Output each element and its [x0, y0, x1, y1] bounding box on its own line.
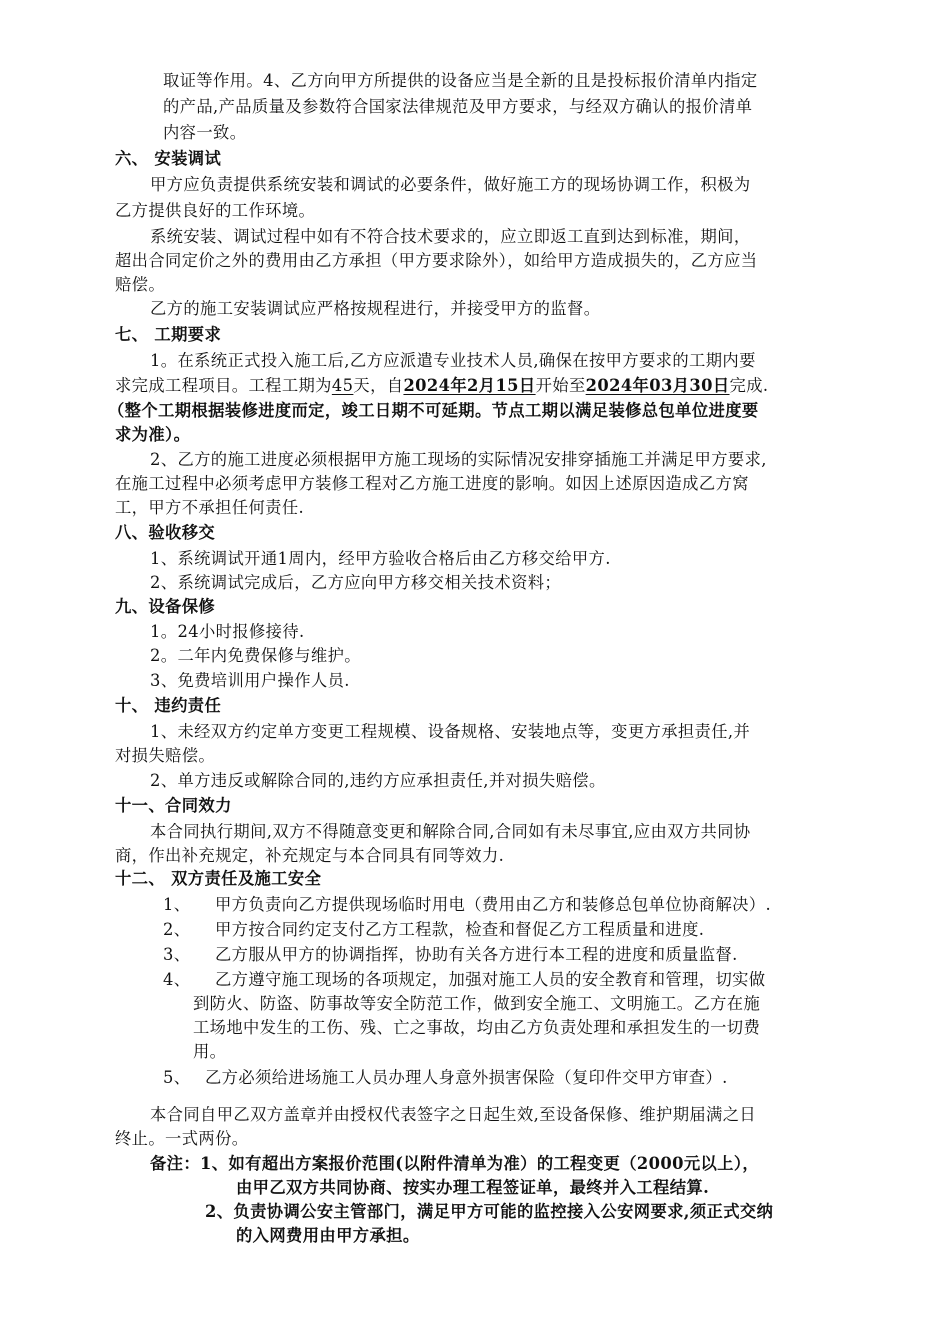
schedule-line — [115, 373, 768, 399]
para-line: 商，作出补充规定，补充规定与本合同具有同等效力. — [115, 846, 505, 865]
list-item-text: 到防火、防盗、防事故等安全防范工作，做到安全施工、文明施工。乙方在施 — [193, 994, 761, 1013]
para-line: 的产品,产品质量及参数符合国家法律规范及甲方要求，与经双方确认的报价清单 — [163, 97, 753, 116]
end-date: 2024年03月30日 — [585, 376, 730, 395]
para-line: 超出合同定价之外的费用由乙方承担（甲方要求除外），如给甲方造成损失的，乙方应当 — [115, 251, 758, 270]
para-line: 1。24小时报修接待. — [150, 622, 305, 641]
para-line: 2。二年内免费保修与维护。 — [150, 646, 361, 665]
section-heading-6: 六、 安装调试 — [115, 149, 222, 168]
emphasis-line: （整个工期根据装修进度而定，竣工日期不可延期。节点工期以满足装修总包单位进度要 — [108, 401, 759, 420]
list-item-text: 甲方按合同约定支付乙方工程款，检查和督促乙方工程质量和进度. — [215, 920, 705, 939]
section-heading-10: 十、 违约责任 — [115, 696, 222, 715]
para-line: 乙方提供良好的工作环境。 — [115, 201, 316, 220]
para-line: 内容一致。 — [163, 123, 247, 142]
list-item-text: 工场地中发生的工伤、残、亡之事故，均由乙方负责处理和承担发生的一切费 — [193, 1018, 761, 1037]
start-date: 2024年2月15日 — [403, 376, 536, 395]
para-line: 本合同执行期间,双方不得随意变更和解除合同,合同如有未尽事宜,应由双方共同协 — [150, 822, 751, 841]
list-item-text: 甲方负责向乙方提供现场临时用电（费用由乙方和装修总包单位协商解决）. — [215, 895, 772, 914]
list-number: 2、 — [163, 920, 191, 939]
para-line: 对损失赔偿。 — [115, 746, 216, 765]
remark-line: 备注：1、如有超出方案报价范围(以附件清单为准）的工程变更（2000元以上）， — [150, 1154, 760, 1173]
schedule-text: 开始至 — [535, 376, 586, 395]
list-item-text: 乙方遵守施工现场的各项规定，加强对施工人员的安全教育和管理，切实做 — [215, 970, 766, 989]
para-line: 取证等作用。4、乙方向甲方所提供的设备应当是全新的且是投标报价清单内指定 — [163, 71, 758, 90]
list-number: 5、 — [163, 1068, 191, 1087]
list-number: 4、 — [163, 970, 191, 989]
para-line: 1、未经双方约定单方变更工程规模、设备规格、安装地点等，变更方承担责任,并 — [150, 722, 751, 741]
section-heading-7: 七、 工期要求 — [115, 325, 222, 344]
section-heading-9: 九、设备保修 — [115, 597, 216, 616]
para-line: 3、免费培训用户操作人员. — [150, 671, 350, 690]
schedule-text: 求完成工程项目。工程工期为 — [115, 376, 332, 395]
schedule-text: 完成. — [729, 376, 769, 395]
list-number: 1、 — [163, 895, 191, 914]
para-line: 本合同自甲乙双方盖章并由授权代表签字之日起生效,至设备保修、维护期届满之日 — [150, 1105, 757, 1124]
remark-line: 由甲乙双方共同协商、按实办理工程签证单，最终并入工程结算. — [236, 1178, 710, 1197]
para-line: 1、系统调试开通1周内，经甲方验收合格后由乙方移交给甲方. — [150, 549, 611, 568]
list-item-text: 用。 — [193, 1042, 227, 1061]
remark-line: 的入网费用由甲方承担。 — [236, 1226, 420, 1245]
section-heading-11: 十一、合同效力 — [115, 796, 232, 815]
para-line: 1。在系统正式投入施工后,乙方应派遣专业技术人员,确保在按甲方要求的工期内要 — [150, 351, 756, 370]
para-line: 终止。一式两份。 — [115, 1129, 249, 1148]
para-line: 2、乙方的施工进度必须根据甲方施工现场的实际情况安排穿插施工并满足甲方要求, — [150, 450, 767, 469]
para-line: 2、单方违反或解除合同的,违约方应承担责任,并对损失赔偿。 — [150, 771, 606, 790]
para-line: 系统安装、调试过程中如有不符合技术要求的，应立即返工直到达到标准，期间， — [150, 227, 751, 246]
para-line: 乙方的施工安装调试应严格按规程进行，并接受甲方的监督。 — [150, 299, 601, 318]
list-item-text: 乙方必须给进场施工人员办理人身意外损害保险（复印件交甲方审查）. — [205, 1068, 728, 1087]
emphasis-line: 求为准）。 — [115, 425, 191, 444]
list-number: 3、 — [163, 945, 191, 964]
remark-line: 2、负责协调公安主管部门，满足甲方可能的监控接入公安网要求,须正式交纳 — [205, 1202, 774, 1221]
para-line: 在施工过程中必须考虑甲方装修工程对乙方施工进度的影响。如因上述原因造成乙方窝 — [115, 474, 749, 493]
para-line: 赔偿。 — [115, 275, 166, 294]
para-line: 甲方应负责提供系统安装和调试的必要条件，做好施工方的现场协调工作，积极为 — [150, 175, 751, 194]
duration-days: 45 — [331, 376, 354, 395]
section-heading-12: 十二、 双方责任及施工安全 — [115, 869, 322, 888]
section-heading-8: 八、验收移交 — [115, 523, 216, 542]
schedule-text: 天，自 — [353, 376, 404, 395]
list-item-text: 乙方服从甲方的协调指挥，协助有关各方进行本工程的进度和质量监督. — [215, 945, 738, 964]
para-line: 工，甲方不承担任何责任. — [115, 498, 305, 517]
para-line: 2、系统调试完成后，乙方应向甲方移交相关技术资料； — [150, 573, 562, 592]
